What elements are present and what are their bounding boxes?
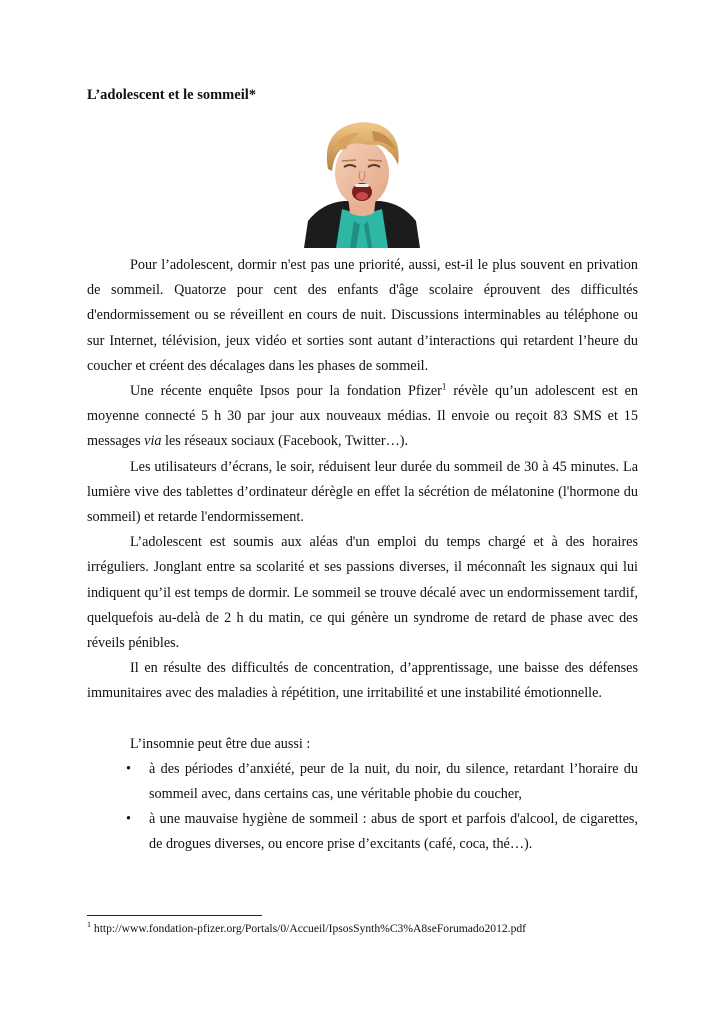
paragraph-2-middle: révèle qu’un adolescent est en moyenne connecté 5 h 30 par jour aux nouveaux médias. Il envoie ou reçoit 83 SMS et 15 messages (87, 383, 639, 450)
list-item-text: à des périodes d’anxiété, peur de la nuit, du noir, du silence, retardant l’horaire du sommeil avec, dans certains cas, une véritable phobie du coucher, (149, 760, 638, 803)
footnote-link[interactable]: http://www.fondation-pfizer.org/Portals/0/Accueil/IpsosSynth%C3%A8seForumado2012.pdf (91, 922, 527, 935)
bullet-icon: • (126, 811, 131, 828)
footnote-marker: 1 (87, 920, 91, 930)
paragraph-4: L’adolescent est soumis aux aléas d'un emploi du temps chargé et à des horaires irréguliers. Jonglant entre sa scolarité et ses passions diverses, il méconnaît les signaux qui lui indiquent qu’il est temps de dormir. Le sommeil se trouve décalé avec un endormissement tardif, quelquefois au-delà de 2 h du matin, ce qui génère un syndrome de retard de phase avec des réveils pénibles. (87, 534, 638, 652)
paragraph-2-end: les réseaux sociaux (Facebook, Twitter…). (161, 433, 409, 450)
paragraph-3: Les utilisateurs d’écrans, le soir, réduisent leur durée du sommeil de 30 à 45 minutes. La lumière vive des tablettes d’ordinateur dérègle en effet la sécrétion de mélatonine (l'hormone du sommeil) et retarde l'endormissement. (87, 458, 638, 526)
list-item (126, 757, 638, 807)
teen-yawning-photo (302, 117, 422, 248)
paragraph-2 (87, 379, 638, 455)
paragraph-5: Il en résulte des difficultés de concentration, d’apprentissage, une baisse des défenses immunitaires avec des maladies à répétition, une irritabilité et une instabilité émotionnelle. (87, 660, 638, 702)
footnote-separator (87, 915, 262, 916)
list-item-text: à une mauvaise hygiène de sommeil : abus de sport et parfois d'alcool, de cigarettes, de drogues diverses, ou encore prise d’excitants (café, coca, thé…). (149, 811, 638, 853)
paragraph-2-start: Une récente enquête Ipsos pour la fondation Pfizer (130, 383, 442, 400)
article-body (87, 253, 638, 858)
page-title: L’adolescent et le sommeil* (87, 87, 257, 103)
footnote (87, 922, 526, 935)
italic-via: via (144, 433, 162, 450)
footnote-reference[interactable]: 1 (441, 381, 447, 392)
paragraph-1: Pour l’adolescent, dormir n'est pas une priorité, aussi, est-il le plus souvent en privation de sommeil. Quatorze pour cent des enfants d'âge scolaire éprouvent des difficultés d'endormissement ou se réveillent en cours de nuit. Discussions interminables au téléphone ou sur Internet, télévision, jeux vidéo et sorties sont autant d’interactions qui retardent l’heure du coucher et créent des décalages dans les phases de sommeil. (87, 257, 638, 374)
insomnia-intro: L’insomnie peut être due aussi : (130, 735, 311, 752)
insomnia-causes-list (87, 757, 638, 858)
list-item (126, 807, 638, 857)
bullet-icon: • (126, 760, 131, 777)
